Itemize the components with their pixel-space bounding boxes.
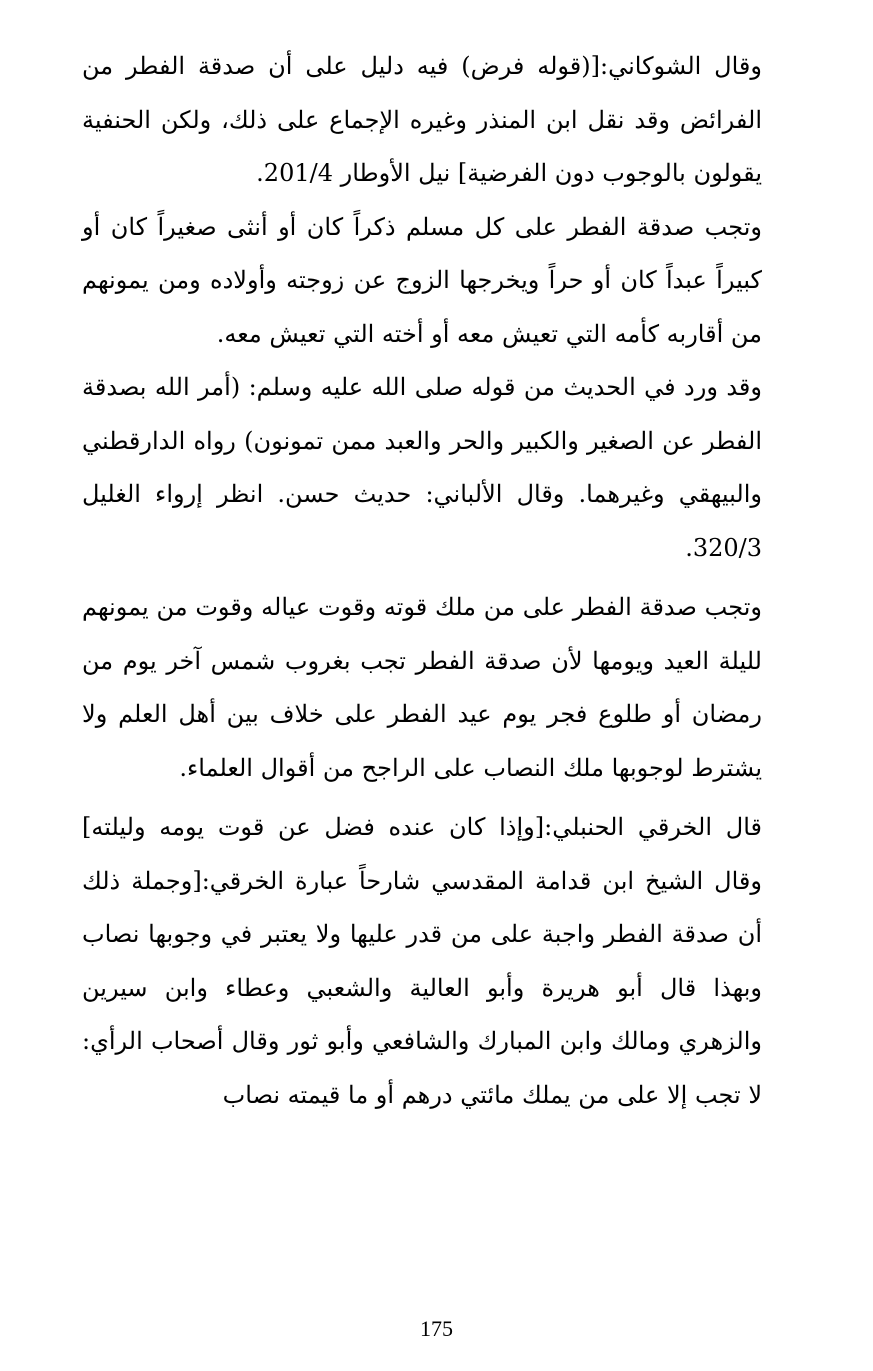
paragraph-obligation: وتجب صدقة الفطر على كل مسلم ذكراً كان أو أنثى صغيراً كان أو كبيراً عبداً كان أو حراً ويخرجها الزوج عن زوجته وأولاده ومن يمونهم من أقاربه كأمه التي تعيش معه أو أخته التي تعيش معه. (82, 212, 762, 348)
body-text (82, 40, 762, 1122)
paragraph-shawkani-quote: وقال الشوكاني:[(قوله فرض) فيه دليل على أن صدقة الفطر من الفرائض وقد نقل ابن المنذر وغيره الإجماع على ذلك، ولكن الحنفية يقولون بالوجوب دون الفرضية] نيل الأوطار 201/4. (82, 52, 762, 187)
paragraph-kharaqi-quote: قال الخرقي الحنبلي:[وإذا كان عنده فضل عن قوت يومه وليلته] وقال الشيخ ابن قدامة المقدسي شارحاً عبارة الخرقي:[وجملة ذلك أن صدقة الفطر واجبة على من قدر عليها ولا يعتبر في وجوبها نصاب وبهذا قال أبو هريرة وأبو العالية والشعبي وعطاء وابن سيرين والزهري ومالك وابن المبارك والشافعي وأبو ثور وقال أصحاب الرأي: لا تجب إلا على من يملك مائتي درهم أو ما قيمته نصاب (82, 813, 762, 1109)
paragraph-condition: وتجب صدقة الفطر على من ملك قوته وقوت عياله وقوت من يمونهم لليلة العيد ويومها لأن صدقة الفطر تجب بغروب شمس آخر يوم من رمضان أو طلوع فجر يوم عيد الفطر على خلاف بين أهل العلم ولا يشترط لوجوبها ملك النصاب على الراجح من أقوال العلماء. (82, 593, 762, 782)
page-number: 175 (420, 1316, 453, 1341)
paragraph-hadith: وقد ورد في الحديث من قوله صلى الله عليه وسلم: (أمر الله بصدقة الفطر عن الصغير والكبير والحر والعبد ممن تمونون) رواه الدارقطني والبيهقي وغيرهما. وقال الألباني: حديث حسن. انظر إرواء الغليل 320/3. (82, 373, 762, 562)
